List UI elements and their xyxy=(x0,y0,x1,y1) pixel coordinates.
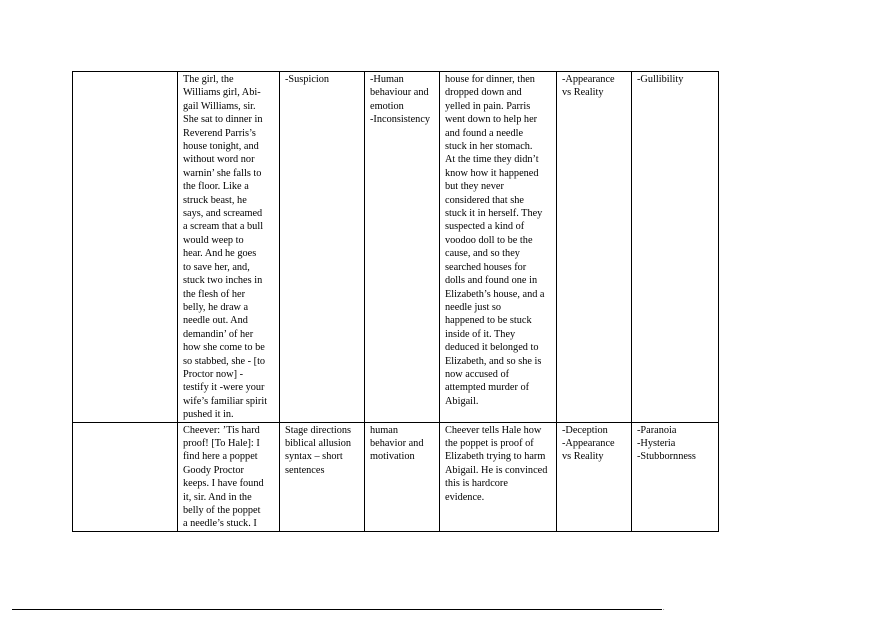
cell-text-line: human xyxy=(370,424,399,436)
footer-mark: . xyxy=(663,606,665,612)
character-cell xyxy=(632,422,719,531)
cell-text-line: needle just so xyxy=(445,301,502,313)
cell-text-line: went down to help her xyxy=(445,114,538,126)
cell-text-line: proof! [To Hale]: I xyxy=(183,437,260,449)
cell-text-line: warnin’ she falls to xyxy=(183,167,262,179)
character-cell xyxy=(632,72,719,423)
cell-text-line: -Paranoia xyxy=(637,424,677,436)
cell-text-line: find here a poppet xyxy=(183,451,258,463)
cell-text-line: biblical allusion xyxy=(285,437,352,449)
table-row xyxy=(73,422,719,531)
cell-text-line: happened to be stuck xyxy=(445,315,532,327)
cell-text-line: how she come to be xyxy=(183,342,265,354)
cell-text-line: emotion xyxy=(370,100,404,112)
cell-text-line: motivation xyxy=(370,451,415,463)
cell-text-line: now accused of xyxy=(445,368,510,380)
explanation-cell xyxy=(440,422,557,531)
cell-text-line: a needle’s stuck. I xyxy=(183,518,257,530)
technique-cell xyxy=(280,72,365,423)
cell-text-line: She sat to dinner in xyxy=(183,114,263,126)
cell-text-line: house for dinner, then xyxy=(445,74,535,85)
cell-text-line: deduced it belonged to xyxy=(445,342,539,354)
quote-cell xyxy=(178,422,280,531)
theme-cell xyxy=(557,72,632,423)
cell-text-line: belly, he draw a xyxy=(183,301,249,313)
cell-text-line: -Inconsistency xyxy=(370,114,431,126)
cell-text-line: Elizabeth trying to harm xyxy=(445,451,546,463)
cell-text-line: gail Williams, sir. xyxy=(183,100,256,112)
cell-text-line: testify it -were your xyxy=(183,382,265,394)
cell-text-line: demandin’ of her xyxy=(183,328,254,340)
cell-text-line: dropped down and xyxy=(445,87,522,99)
cell-text-line: -Gullibility xyxy=(637,74,684,85)
cell-text-line: Elizabeth’s house, and a xyxy=(445,288,545,300)
cell-text-line: searched houses for xyxy=(445,261,527,273)
cell-text-line: -Human xyxy=(370,74,404,85)
cell-text-line: stuck two inches in xyxy=(183,275,263,287)
cell-text-line: suspected a kind of xyxy=(445,221,525,233)
cell-text-line: Goody Proctor xyxy=(183,464,244,476)
cell-text-line: voodoo doll to be the xyxy=(445,234,533,246)
cell-text-line: Cheever: ’Tis hard xyxy=(183,424,260,436)
cell-text-line: Reverend Parris’s xyxy=(183,127,256,139)
cell-text-line: the poppet is proof of xyxy=(445,437,534,449)
cell-text-line: Abigail. xyxy=(445,395,479,407)
cell-text-line: Elizabeth, and so she is xyxy=(445,355,542,367)
cell-text-line: but they never xyxy=(445,181,504,193)
analysis-table xyxy=(72,71,719,532)
cell-text-line: know how it happened xyxy=(445,167,539,179)
cell-text-line: keeps. I have found xyxy=(183,478,264,490)
cell-text-line: -Stubbornness xyxy=(637,451,696,463)
cell-text-line: says, and screamed xyxy=(183,208,263,220)
cell-text-line: behaviour and xyxy=(370,87,429,99)
cell-text-line: struck beast, he xyxy=(183,194,247,206)
explanation-cell xyxy=(440,72,557,423)
cell-text-line: without word nor xyxy=(183,154,255,166)
cell-text-line: Stage directions xyxy=(285,424,352,436)
cell-text-line: and found a needle xyxy=(445,127,524,139)
cell-text-line: house tonight, and xyxy=(183,141,259,153)
cell-text-line: needle out. And xyxy=(183,315,248,327)
effect-cell xyxy=(365,72,440,423)
cell-text-line: behavior and xyxy=(370,437,424,449)
cell-text-line: so stabbed, she - [to xyxy=(183,355,266,367)
table-row xyxy=(73,72,719,423)
technique-cell xyxy=(280,422,365,531)
cell-text-line: considered that she xyxy=(445,194,524,206)
cell-text-line: The girl, the xyxy=(183,74,234,85)
footer-rule xyxy=(12,609,662,610)
cell-text-line: to save her, and, xyxy=(183,261,250,273)
row-label-cell xyxy=(73,72,178,423)
cell-text-line: stuck in her stomach. xyxy=(445,141,533,153)
cell-text-line: vs Reality xyxy=(562,87,604,99)
cell-text-line: attempted murder of xyxy=(445,382,530,394)
cell-text-line: this is hardcore xyxy=(445,478,508,490)
cell-text-line: Proctor now] - xyxy=(183,368,244,380)
cell-text-line: the floor. Like a xyxy=(183,181,249,193)
cell-text-line: sentences xyxy=(285,464,325,476)
cell-text-line: -Suspicion xyxy=(285,74,330,85)
cell-text-line: vs Reality xyxy=(562,451,604,463)
theme-cell xyxy=(557,422,632,531)
cell-text-line: -Deception xyxy=(562,424,608,436)
cell-text-line: wife’s familiar spirit xyxy=(183,395,268,407)
cell-text-line: pushed it in. xyxy=(183,409,234,421)
cell-text-line: hear. And he goes xyxy=(183,248,257,260)
cell-text-line: -Appearance xyxy=(562,74,615,85)
cell-text-line: evidence. xyxy=(445,491,485,503)
cell-text-line: dolls and found one in xyxy=(445,275,538,287)
cell-text-line: stuck it in herself. They xyxy=(445,208,543,220)
cell-text-line: it, sir. And in the xyxy=(183,491,252,503)
cell-text-line: syntax – short xyxy=(285,451,343,463)
cell-text-line: Abigail. He is convinced xyxy=(445,464,548,476)
row-label-cell xyxy=(73,422,178,531)
cell-text-line: belly of the poppet xyxy=(183,505,261,516)
cell-text-line: Cheever tells Hale how xyxy=(445,424,542,436)
quote-cell xyxy=(178,72,280,423)
cell-text-line: cause, and so they xyxy=(445,248,520,260)
cell-text-line: inside of it. They xyxy=(445,328,516,340)
effect-cell xyxy=(365,422,440,531)
cell-text-line: -Hysteria xyxy=(637,437,676,449)
cell-text-line: the flesh of her xyxy=(183,288,246,300)
cell-text-line: Williams girl, Abi- xyxy=(183,87,261,99)
cell-text-line: -Appearance xyxy=(562,437,615,449)
cell-text-line: At the time they didn’t xyxy=(445,154,539,166)
cell-text-line: a scream that a bull xyxy=(183,221,264,233)
cell-text-line: yelled in pain. Parris xyxy=(445,100,531,112)
cell-text-line: would weep to xyxy=(183,234,244,246)
